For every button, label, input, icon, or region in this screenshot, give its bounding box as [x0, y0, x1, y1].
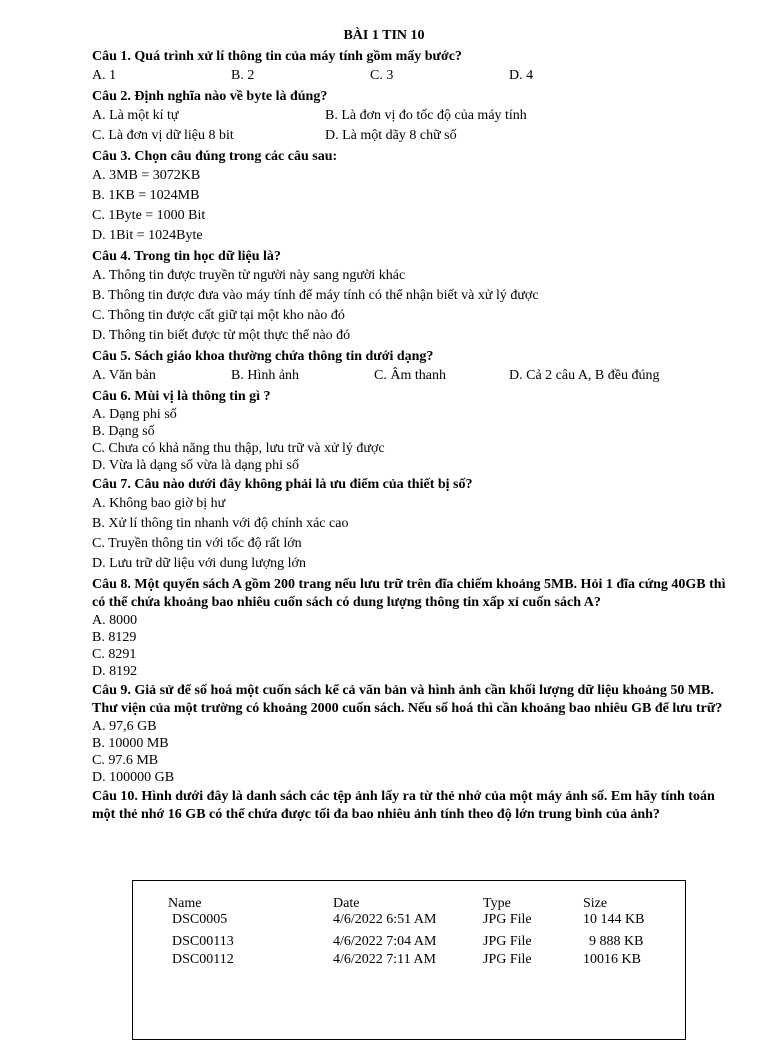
cell-type: JPG File: [483, 912, 532, 927]
cell-name: DSC0005: [172, 912, 228, 927]
option-b: B. 2: [231, 68, 255, 83]
question-10: Câu 10. Hình dưới đây là danh sách các tệp ảnh lấy ra từ thẻ nhớ của một máy ảnh số. Em hãy tính toán một thẻ nhớ 16 GB có thể chứa được tối đa bao nhiêu ảnh tính theo độ lớn trung bình của ảnh?: [92, 789, 715, 822]
document-title: BÀI 1 TIN 10: [343, 28, 425, 43]
option-a: A. Thông tin được truyền từ người này sang người khác: [92, 268, 406, 283]
question-7: Câu 7. Câu nào dưới đây không phải là ưu điểm của thiết bị số?: [92, 477, 473, 492]
cell-name: DSC00113: [172, 934, 234, 949]
question-6: Câu 6. Mùi vị là thông tin gì ?: [92, 389, 271, 404]
option-b: B. 10000 MB: [92, 736, 169, 751]
options-row: [92, 106, 732, 126]
option-a: A. Không bao giờ bị hư: [92, 496, 226, 511]
options-row: [92, 126, 732, 146]
option-a: A. 3MB = 3072KB: [92, 168, 201, 183]
cell-type: JPG File: [483, 952, 532, 967]
cell-date: 4/6/2022 7:04 AM: [333, 934, 437, 949]
question-9: Câu 9. Giả sử để số hoá một cuốn sách kể cả văn bản và hình ảnh cần khối lượng dữ liệu khoảng 50 MB. Thư viện của một trường có khoảng 2000 cuốn sách. Nếu số hoá thì cần khoảng bao nhiêu GB để lưu trữ?: [92, 683, 723, 716]
option-d: D. Thông tin biết được từ một thực thể nào đó: [92, 328, 351, 343]
option-d: D. 8192: [92, 664, 138, 679]
cell-size: 10016 KB: [583, 952, 641, 967]
option-c: C. 97.6 MB: [92, 753, 159, 768]
option-b: B. Dạng số: [92, 424, 155, 439]
question-2: Câu 2. Định nghĩa nào về byte là đúng?: [92, 89, 328, 104]
option-c: C. Là đơn vị dữ liệu 8 bit: [92, 128, 234, 143]
header-name: Name: [168, 896, 202, 911]
option-b: B. Thông tin được đưa vào máy tính để máy tính có thể nhận biết và xử lý được: [92, 288, 539, 303]
option-c: C. Âm thanh: [374, 368, 446, 383]
option-b: B. Là đơn vị đo tốc độ của máy tính: [325, 108, 527, 123]
option-a: A. Văn bản: [92, 368, 156, 383]
option-d: D. Lưu trữ dữ liệu với dung lượng lớn: [92, 556, 306, 571]
header-size: Size: [583, 896, 608, 911]
option-d: D. 1Bit = 1024Byte: [92, 228, 203, 243]
option-d: D. 4: [509, 68, 534, 83]
option-d: D. Là một dãy 8 chữ số: [325, 128, 457, 143]
question-3: Câu 3. Chọn câu đúng trong các câu sau:: [92, 149, 338, 164]
option-a: A. 8000: [92, 613, 138, 628]
option-c: C. Truyền thông tin với tốc độ rất lớn: [92, 536, 302, 551]
cell-type: JPG File: [483, 934, 532, 949]
option-b: B. Xử lí thông tin nhanh với độ chính xác cao: [92, 516, 349, 531]
option-c: C. 1Byte = 1000 Bit: [92, 208, 206, 223]
option-b: B. 8129: [92, 630, 137, 645]
question-1: Câu 1. Quá trình xử lí thông tin của máy tính gồm mấy bước?: [92, 49, 462, 64]
question-8: Câu 8. Một quyển sách A gồm 200 trang nếu lưu trữ trên đĩa chiếm khoảng 5MB. Hỏi 1 đĩa cứng 40GB thì có thể chứa khoảng bao nhiêu cuốn sách có dung lượng thông tin xấp xỉ cuốn sách A?: [92, 577, 726, 610]
question-list: [92, 46, 732, 824]
option-c: C. 3: [370, 68, 394, 83]
option-c: C. Chưa có khả năng thu thập, lưu trữ và xử lý được: [92, 441, 385, 456]
option-d: D. 100000 GB: [92, 770, 175, 785]
option-a: A. Là một kí tự: [92, 108, 179, 123]
cell-date: 4/6/2022 7:11 AM: [333, 952, 436, 967]
cell-date: 4/6/2022 6:51 AM: [333, 912, 437, 927]
header-date: Date: [333, 896, 360, 911]
option-c: C. Thông tin được cất giữ tại một kho nào đó: [92, 308, 345, 323]
question-5: Câu 5. Sách giáo khoa thường chứa thông tin dưới dạng?: [92, 349, 434, 364]
cell-name: DSC00112: [172, 952, 234, 967]
option-a: A. 1: [92, 68, 117, 83]
option-c: C. 8291: [92, 647, 137, 662]
option-d: D. Vừa là dạng số vừa là dạng phi số: [92, 458, 299, 473]
cell-size: 10 144 KB: [583, 912, 645, 927]
option-a: A. 97,6 GB: [92, 719, 157, 734]
cell-size: 9 888 KB: [589, 934, 644, 949]
option-b: B. Hình ảnh: [231, 368, 300, 383]
option-a: A. Dạng phi số: [92, 407, 177, 422]
question-4: Câu 4. Trong tin học dữ liệu là?: [92, 249, 281, 264]
option-b: B. 1KB = 1024MB: [92, 188, 200, 203]
options-row: [92, 66, 732, 86]
options-row: [92, 366, 732, 386]
header-type: Type: [483, 896, 511, 911]
option-d: D. Cả 2 câu A, B đều đúng: [509, 368, 660, 383]
file-list-table: [132, 880, 686, 1040]
